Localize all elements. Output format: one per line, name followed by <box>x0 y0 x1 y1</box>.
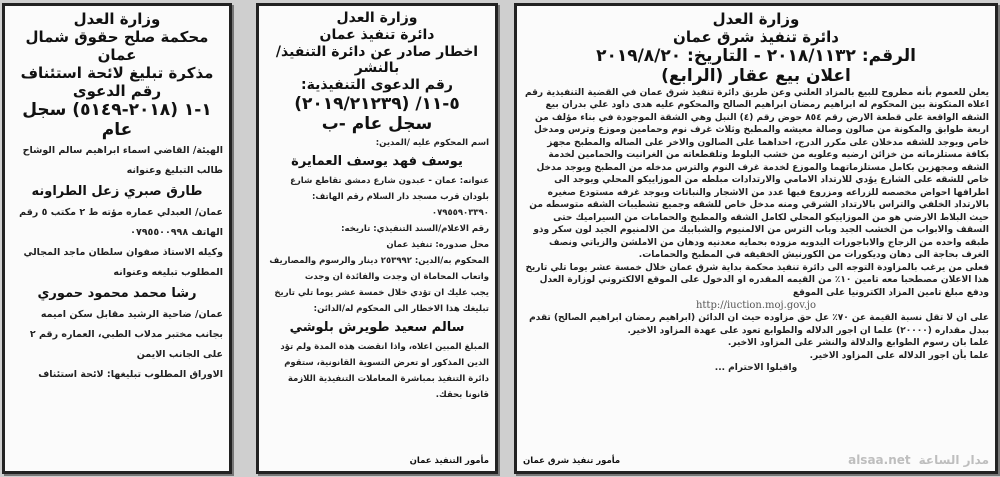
body-text-2: فعلى من يرغب بالمزاودة التوجه الى دائرة تنفيذ محكمة بداية شرق عمان خلال خمسة عشر يوما تلي تاريخ هذا الاعلان مصطحبا معه تامين ١٠٪ من القيمه المقدره او الدخول على الموقع الالكتروني لوزارة العدل ودفع مبلغ تامين المزاد الكترونيا على الموقع <box>525 262 989 298</box>
middle-footer <box>265 455 489 467</box>
warning-text: المبلغ المبين اعلاه، واذا انقضت هذه المدة ولم تؤد الدين المذكور او تعرض التسوية القانونية، ستقوم دائرة التنفيذ بمباشرة المعاملات التنفيذية اللازمة قانونا بحقك. <box>280 341 489 400</box>
panel-text: الهيئة/ القاضي اسماء ابراهيم سالم الوشاح <box>22 144 223 156</box>
ministry-heading: وزارة العدل <box>712 10 800 28</box>
recipient-label: المطلوب تبليغه وعنوانه <box>113 266 223 278</box>
department-heading: دائرة تنفيذ شرق عمان <box>673 28 839 46</box>
case-number: ٥-١١/ (٢٠١٩/٢١٢٣٩) <box>294 93 460 114</box>
ministry-heading: وزارة العدل <box>336 10 418 26</box>
execution-notice <box>256 3 498 474</box>
requester-name: طارق صبري زعل الطراونه <box>31 183 203 199</box>
notice-appeal-memo <box>2 3 232 474</box>
closing-text: واقبلوا الاحترام ... <box>714 363 798 374</box>
papers-text: الاوراق المطلوب تبليغها: لائحة استئناف <box>38 368 223 380</box>
body-text-4: علما بان رسوم الطوابع والدلالة والنشر على المزاود الاخير. <box>727 338 989 349</box>
watermark-latin: alsaa.net <box>848 453 911 467</box>
subject-heading: اخطار صادر عن دائرة التنفيذ/بالنشر <box>275 43 479 77</box>
requester-label: طالب التبليغ وعنوانه <box>126 164 223 176</box>
property-sale-notice <box>514 3 998 474</box>
case-label: رقم الدعوى التنفيذية: <box>301 77 453 94</box>
sale-title: اعلان بيع عقار (الرابع) <box>661 66 851 87</box>
department-heading: دائرة تنفيذ عمان <box>319 26 435 43</box>
auction-url[interactable]: http://iuction.moj.gov.jo <box>695 300 817 312</box>
right-footer <box>523 453 989 467</box>
debtor-name: يوسف فهد يوسف العمايرة <box>291 153 463 169</box>
register-heading: سجل عام -ب <box>321 114 433 135</box>
lawyer-text: وكيله الاستاذ صفوان سلطان ماجد المجالي <box>23 246 223 258</box>
creditor-name: سالم سعيد طويرش بلوشي <box>289 319 465 335</box>
reference-date: الرقم: ٢٠١٨/١١٣٢ - التاريخ: ٢٠١٩/٨/٢٠ <box>596 46 916 66</box>
signature: مأمور التنفيذ عمان <box>409 456 489 466</box>
court-heading: محكمة صلح حقوق شمال عمان <box>25 28 209 64</box>
body-text: يعلن للعموم بأنه مطروح للبيع بالمزاد العلني وعن طريق دائرة تنفيذ شرق عمان في القضية التنفيذية رقم اعلاه المتكونة بين المحكوم له ابراهيم رمضان ابراهيم الصالح والمحكوم عليه هدى داود علي بدران بيع الشقه الواقعة على قطعة الارض رقم ٨٥٤ حوض رقم (٤) النبل وهي الشقة الموجودة في بناء مؤلف من اربعة طوابق والمكونة من صالون وصالة معيشه والمطبخ وثلاث غرف نوم وحمامين وموزع وترس ومدخل خاص ويوجد للشقه مدخلان على مكرر الدرج، احداهما على الصالون والاخر على الصاله والمطبخ مجهز بكافة مستلزماته من خزائن ارضيه وعلويه من خشب البلوط وتلفطعاته من الغرانيت والحمامين لخدمة الشقه ومجهزين بكامل مستلزماتهما والموزع لخدمة غرف النوم والترس مدخله من المطبخ ويوجد مدخل خاص للشقه على الشارع يؤدي للارتداد الامامي والارتدادات مبلطه من الموزاييكو المحلي ويوجد الى اطرافها احواض مخصصه للزراعه ومزروع فيها عدد من الاشجار والنباتات ويوجد غرفه مستودع صغيره بالارتداد الخلفي والتراس بالارتداد الشرقي ومنه مدخل خاص للشقه وجميع تشطيبات الشقه متوسطه من حيث البلاط الارضي هو من الموزاييكو المحلي لكامل الشقه والمطبخ والحمامات من السيراميك حتى السقف والابواب من الخشب الجيد وباب الترس من الالمنيوم والشبابيك من الالمنيوم الجيد لون سكر وذو طبقه واحده من الزجاج والاباجورات اليدويه مزوده بحمايه معدنيه ودهان من الاملشن والزياتي ونصف الغرف بحاجة الى دهان وديكورات من الكورنيش الخفيفه في المطبخ والحمامات. <box>524 87 989 261</box>
case-number: ١-١ (٢٠١٨-٥١٤٩) سجل عام <box>22 100 212 141</box>
ministry-heading: وزارة العدل <box>73 10 161 28</box>
recipient-address: عمان/ ضاحية الرشيد مقابل سكن اميمه بجانب مختبر مدلاب الطبي، العماره رقم ٢ على الجانب الايمن <box>29 308 223 360</box>
signature: مأمور تنفيذ شرق عمان <box>523 456 621 466</box>
watermark <box>848 453 989 467</box>
watermark-arabic: مدار الساعة <box>918 453 989 467</box>
notice-text: يجب عليك ان تؤدي خلال خمسة عشر يوما تلي تاريخ تبليغك هذا الاخطار الى المحكوم له/الدائن: <box>274 287 489 314</box>
address-text: عنوانه: عمان - عبدون شارع دمشق تقاطع شارع بلودان قرب مسجد دار السلام رقم الهاتف: ٠٧٩٥٥٩٠٣٣٩٠ <box>290 175 489 218</box>
instrument-text: رقم الاعلام/السند التنفيذي: تاريخه: <box>341 223 489 234</box>
debtor-label: اسم المحكوم عليه /المدين: <box>375 137 489 148</box>
body-text-3: على ان لا تقل نسبة القيمة عن ٧٠٪ عل حق مزاوده حيث ان الدائن (ابراهيم رمضان ابراهيم الصالح) تقدم ببدل مقداره (٢٠٠٠٠) علما ان اجور الدلاله والطوابع تعود على عهدة المزاود الاخير. <box>529 313 989 336</box>
issuer-text: محل صدوره: تنفيذ عمان <box>386 239 489 250</box>
amount-text: المحكوم به/الدين: ٢٥٣٩٩٢ دينار والرسوم والمصاريف واتعاب المحاماة ان وجدت والفائدة ان وجدت <box>269 255 489 282</box>
case-label: رقم الدعوى <box>72 82 162 100</box>
subject-heading: مذكرة تبليغ لائحة استئناف <box>20 64 214 82</box>
requester-address: عمان/ العبدلي عماره مؤته ط ٢ مكتب ٥ رقم الهاتف ٠٧٩٥٥٠٠٩٩٨ <box>19 206 223 238</box>
recipient-name: رشا محمد محمود حموري <box>37 285 197 301</box>
body-text-5: علما بأن اجور الدلاله على المزاود الاخير. <box>809 350 989 361</box>
